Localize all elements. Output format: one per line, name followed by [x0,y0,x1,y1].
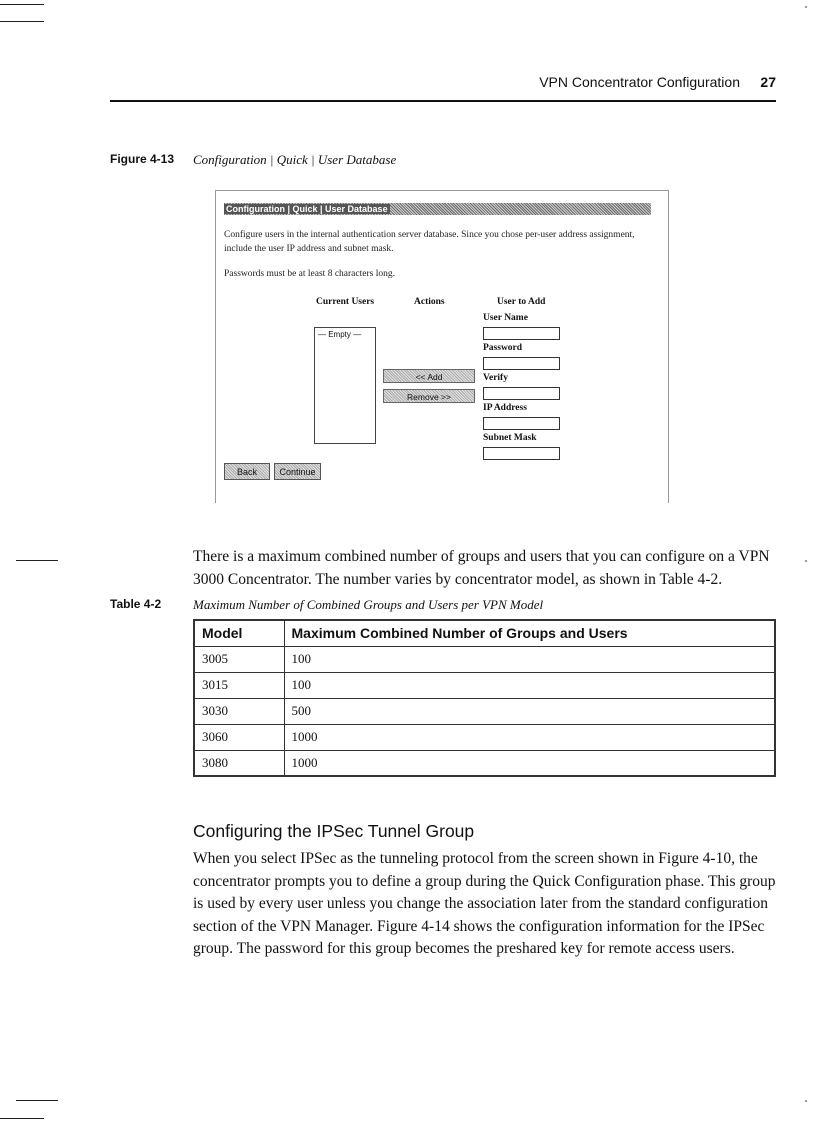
section-paragraph [193,848,776,961]
section-line: group. The password for this group becomes the preshared key for remote access users. [193,940,735,957]
col-actions: Actions [414,297,445,307]
crop-mark [16,1100,58,1101]
body-paragraph [193,546,776,591]
verify-input[interactable] [483,387,560,400]
add-button[interactable]: << Add [383,369,475,383]
back-button[interactable]: Back [224,463,270,480]
screenshot-title: Configuration | Quick | User Database [226,204,388,214]
models-table [193,619,776,777]
password-label: Password [483,343,523,353]
figure-caption: Configuration | Quick | User Database [193,152,397,167]
crop-dot [805,1100,807,1102]
table-cell: 3005 [194,646,284,672]
table-header-cell: Maximum Combined Number of Groups and Users [284,620,775,646]
table-header-cell: Model [194,620,284,646]
password-input[interactable] [483,357,560,370]
table-cell: 1000 [284,750,775,776]
table-cell: 100 [284,646,775,672]
crop-mark [0,4,44,5]
list-item[interactable]: — Empty — [318,330,362,339]
col-current-users: Current Users [316,297,375,307]
table-cell: 3015 [194,672,284,698]
table-label: Table 4-2 [110,597,162,611]
table-cell: 3030 [194,698,284,724]
table-row [194,724,775,750]
current-users-list[interactable] [314,327,376,444]
header-title: VPN Concentrator Configuration [539,74,740,90]
table-cell: 100 [284,672,775,698]
section-line: When you select IPSec as the tunneling protocol from the screen shown in Figure 4-10, the [193,850,758,867]
table-row [194,750,775,776]
remove-button[interactable]: Remove >> [383,389,475,403]
section-line: concentrator prompts you to define a group during the Quick Configuration phase. This group [193,872,776,890]
crop-dot [805,6,807,8]
user-name-input[interactable] [483,327,560,340]
table-cell: 1000 [284,724,775,750]
section-line: section of the VPN Manager. Figure 4-14 shows the configuration information for the IPSec [193,917,765,935]
figure-label: Figure 4-13 [110,152,175,166]
figure-screenshot [215,190,669,503]
section-heading: Configuring the IPSec Tunnel Group [193,821,475,841]
screenshot-password-note: Passwords must be at least 8 characters long. [224,269,395,279]
crop-dot [805,560,807,562]
subnet-mask-input[interactable] [483,447,560,460]
body-line: 3000 Concentrator. The number varies by concentrator model, as shown in Table 4-2. [193,570,723,588]
table-caption: Maximum Number of Combined Groups and Users per VPN Model [193,597,544,612]
table-cell: 500 [284,698,775,724]
continue-button[interactable]: Continue [274,463,321,480]
page-header [110,74,776,102]
crop-mark [16,560,58,561]
screenshot-title-bar [224,203,651,215]
crop-mark [0,21,44,22]
body-line: There is a maximum combined number of groups and users that you can configure on a VPN [193,548,770,565]
table-row [194,672,775,698]
col-user-to-add: User to Add [497,297,546,307]
user-name-label: User Name [483,313,528,323]
screenshot-intro-2: include the user IP address and subnet mask. [224,244,394,254]
crop-mark [0,1118,44,1119]
table-header-row [194,620,775,646]
screenshot-intro-1: Configure users in the internal authentication server database. Since you chose per-user address assignment, [224,230,635,240]
page-number: 27 [760,74,776,90]
verify-label: Verify [483,373,508,383]
ip-address-input[interactable] [483,417,560,430]
table-row [194,698,775,724]
ip-address-label: IP Address [483,403,527,413]
section-line: is used by every user unless you change the association later from the standard configuration [193,895,769,912]
table-cell: 3060 [194,724,284,750]
subnet-mask-label: Subnet Mask [483,433,537,443]
table-row [194,646,775,672]
table-cell: 3080 [194,750,284,776]
